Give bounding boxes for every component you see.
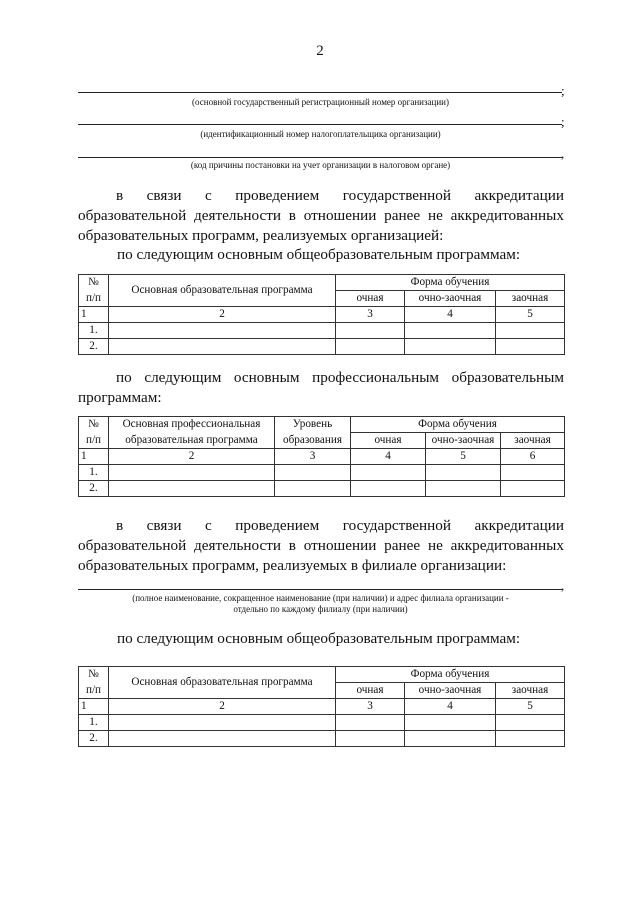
empty-cell[interactable] bbox=[109, 323, 336, 339]
inn-line bbox=[78, 124, 562, 125]
branch-caption-2: отдельно по каждому филиалу (при наличии) bbox=[233, 604, 408, 614]
ogrn-caption: (основной государственный регистрационный номер организации) bbox=[192, 97, 449, 107]
empty-cell[interactable] bbox=[351, 465, 426, 481]
empty-cell[interactable] bbox=[501, 465, 565, 481]
empty-cell[interactable] bbox=[109, 481, 275, 497]
empty-cell[interactable] bbox=[405, 715, 496, 731]
table-row: 1. bbox=[79, 465, 565, 481]
empty-cell[interactable] bbox=[109, 339, 336, 355]
table-row: 2. bbox=[79, 731, 565, 747]
kpp-end-punct: , bbox=[561, 146, 565, 161]
empty-cell[interactable] bbox=[426, 481, 501, 497]
table-row: 1. bbox=[79, 323, 565, 339]
page-number: 2 bbox=[316, 43, 324, 59]
empty-cell[interactable] bbox=[405, 339, 496, 355]
col-pp-header: п/п bbox=[79, 291, 109, 307]
col-program-header-2: образовательная программа bbox=[109, 433, 275, 449]
kpp-line bbox=[78, 157, 562, 158]
paragraph-line-1: в связи с проведением государственной аккредитации bbox=[116, 187, 564, 204]
empty-cell[interactable] bbox=[496, 339, 565, 355]
empty-cell[interactable] bbox=[109, 731, 336, 747]
col-fulltime-header: очная bbox=[336, 683, 405, 699]
heading-line-1: по следующим основным профессиональным образовательным bbox=[116, 369, 564, 386]
empty-cell[interactable] bbox=[109, 465, 275, 481]
empty-cell[interactable] bbox=[336, 323, 405, 339]
empty-cell[interactable] bbox=[275, 481, 351, 497]
col-number-header: № bbox=[79, 275, 109, 291]
col-distance-header: заочная bbox=[496, 683, 565, 699]
empty-cell[interactable] bbox=[109, 715, 336, 731]
col-parttime-header: очно-заочная bbox=[405, 291, 496, 307]
col-level-header-2: образования bbox=[275, 433, 351, 449]
ogrn-end-punct: ; bbox=[561, 83, 565, 98]
empty-cell[interactable] bbox=[336, 339, 405, 355]
column-numbers-row: 1 2 3 4 5 bbox=[79, 699, 565, 715]
empty-cell[interactable] bbox=[496, 731, 565, 747]
empty-cell[interactable] bbox=[405, 323, 496, 339]
empty-cell[interactable] bbox=[501, 481, 565, 497]
professional-programs-heading bbox=[78, 368, 564, 408]
branch-end-punct: , bbox=[561, 578, 565, 593]
empty-cell[interactable] bbox=[275, 465, 351, 481]
empty-cell[interactable] bbox=[405, 731, 496, 747]
heading-line-2: программам: bbox=[78, 389, 162, 406]
empty-cell[interactable] bbox=[351, 481, 426, 497]
col-number-header: № bbox=[79, 417, 109, 433]
general-programs-heading: по следующим основным общеобразовательным программам: bbox=[117, 246, 521, 263]
empty-cell[interactable] bbox=[426, 465, 501, 481]
column-numbers-row: 1 2 3 4 5 bbox=[79, 307, 565, 323]
ogrn-line bbox=[78, 92, 562, 93]
col-pp-header: п/п bbox=[79, 433, 109, 449]
paragraph-line-2: образовательной деятельности в отношении ранее не аккредитованных bbox=[78, 537, 564, 554]
col-parttime-header: очно-заочная bbox=[405, 683, 496, 699]
empty-cell[interactable] bbox=[336, 731, 405, 747]
branch-line bbox=[78, 589, 562, 590]
col-fulltime-header: очная bbox=[336, 291, 405, 307]
col-distance-header: заочная bbox=[496, 291, 565, 307]
col-pp-header: п/п bbox=[79, 683, 109, 699]
col-form-header: Форма обучения bbox=[351, 417, 565, 433]
col-program-header: Основная образовательная программа bbox=[109, 667, 336, 699]
empty-cell[interactable] bbox=[496, 323, 565, 339]
col-program-header: Основная образовательная программа bbox=[109, 275, 336, 307]
general-programs-table bbox=[78, 274, 565, 355]
empty-cell[interactable] bbox=[336, 715, 405, 731]
branch-general-programs-table bbox=[78, 666, 565, 747]
col-form-header: Форма обучения bbox=[336, 275, 565, 291]
table-row: 1. bbox=[79, 715, 565, 731]
inn-end-punct: ; bbox=[561, 114, 565, 129]
col-level-header-1: Уровень bbox=[275, 417, 351, 433]
table-row: 2. bbox=[79, 481, 565, 497]
table-row: 2. bbox=[79, 339, 565, 355]
paragraph-accreditation-org bbox=[78, 186, 564, 246]
col-program-header-1: Основная профессиональная bbox=[109, 417, 275, 433]
branch-caption-1: (полное наименование, сокращенное наименование (при наличии) и адрес филиала организации - bbox=[132, 593, 509, 603]
professional-programs-table bbox=[78, 416, 565, 497]
col-parttime-header: очно-заочная bbox=[426, 433, 501, 449]
inn-caption: (идентификационный номер налогоплательщика организации) bbox=[200, 129, 441, 139]
kpp-caption: (код причины постановки на учет организации в налоговом органе) bbox=[190, 160, 451, 170]
paragraph-line-3: образовательных программ, реализуемых организацией: bbox=[78, 227, 444, 244]
paragraph-line-3: образовательных программ, реализуемых в филиале организации: bbox=[78, 557, 507, 574]
column-numbers-row: 1 2 3 4 5 6 bbox=[79, 449, 565, 465]
empty-cell[interactable] bbox=[496, 715, 565, 731]
paragraph-line-1: в связи с проведением государственной аккредитации bbox=[116, 517, 564, 534]
paragraph-accreditation-branch bbox=[78, 516, 564, 576]
col-number-header: № bbox=[79, 667, 109, 683]
col-fulltime-header: очная bbox=[351, 433, 426, 449]
paragraph-line-2: образовательной деятельности в отношении ранее не аккредитованных bbox=[78, 207, 564, 224]
general-programs-heading-2: по следующим основным общеобразовательным программам: bbox=[117, 630, 521, 647]
col-distance-header: заочная bbox=[501, 433, 565, 449]
col-form-header: Форма обучения bbox=[336, 667, 565, 683]
